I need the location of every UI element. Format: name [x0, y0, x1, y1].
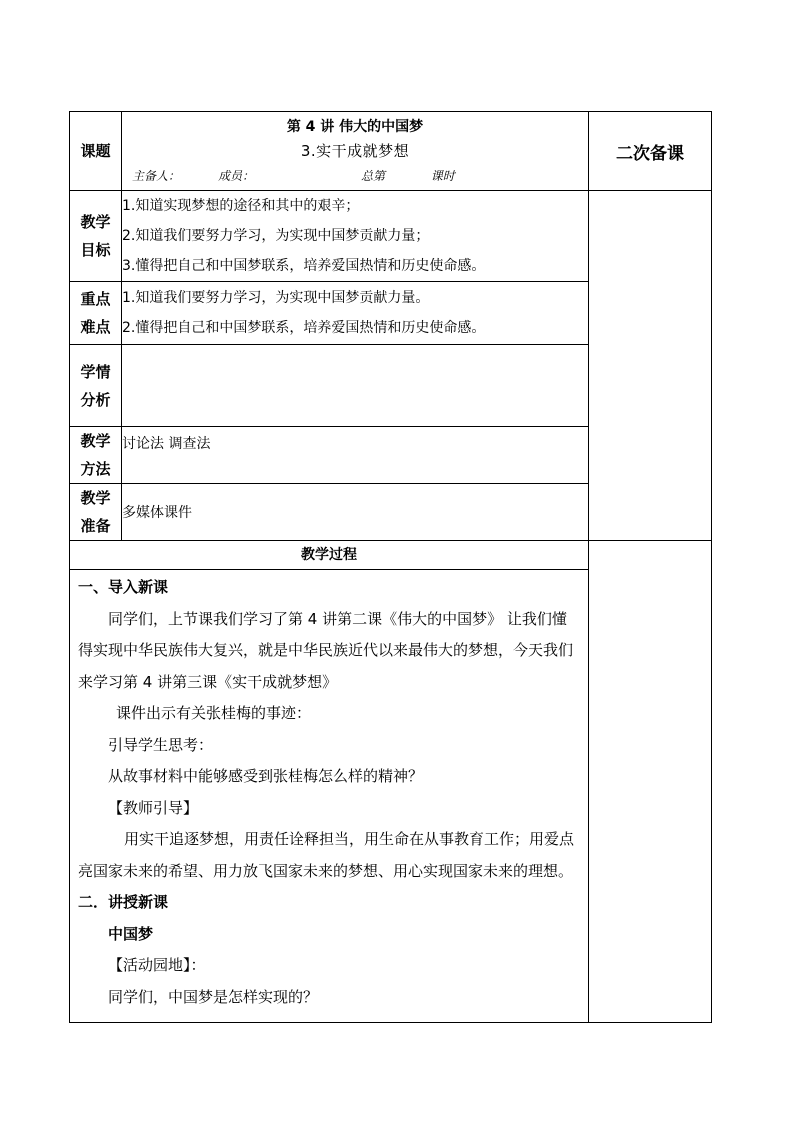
analysis-label-line1: 学情 — [80, 362, 111, 381]
paragraph: 同学们，中国梦是怎样实现的？ — [108, 987, 319, 1006]
paragraph: 从故事材料中能够感受到张桂梅怎么样的精神？ — [108, 767, 424, 785]
keypoint-item: 2.懂得把自己和中国梦联系，培养爱国热情和历史使命感。 — [122, 320, 486, 336]
process-title: 教学过程 — [70, 541, 589, 570]
section-heading: 一、导入新课 — [78, 578, 169, 596]
section-heading: 二．讲授新课 — [78, 893, 169, 911]
prep-content: 多媒体课件 — [122, 484, 589, 541]
topic-label: 课题 — [70, 112, 122, 191]
keypoint-item: 1.知道我们要努力学习，为实现中国梦贡献力量。 — [122, 290, 430, 306]
analysis-label — [70, 345, 122, 427]
goals-label-line1: 教学 — [80, 213, 111, 231]
second-prep-heading: 二次备课 — [589, 112, 712, 191]
lesson-title: 第 4 讲 伟大的中国梦 — [286, 119, 424, 135]
prep-label-line1: 教学 — [80, 489, 111, 507]
keypoints-label-line1: 重点 — [80, 290, 111, 308]
goals-content — [122, 191, 589, 282]
methods-label-line1: 教学 — [80, 432, 111, 450]
prep-label-line2: 准备 — [80, 517, 111, 535]
keypoints-label — [70, 282, 122, 345]
analysis-content — [122, 345, 589, 427]
goal-item: 3.懂得把自己和中国梦联系，培养爱国热情和历史使命感。 — [122, 258, 486, 274]
goals-label — [70, 191, 122, 282]
prep-label — [70, 484, 122, 541]
second-prep-notes — [589, 191, 712, 541]
methods-label-line2: 方法 — [80, 460, 111, 478]
analysis-label-line2: 分析 — [80, 390, 111, 409]
paragraph: 引导学生思考： — [108, 735, 214, 754]
methods-label — [70, 427, 122, 484]
title-cell — [122, 112, 589, 191]
keypoints-content — [122, 282, 589, 345]
preparer-meta: 主备人： 成员： 总第 课时 — [132, 169, 455, 183]
process-notes — [589, 541, 712, 1023]
paragraph: 【教师引导】 — [108, 798, 199, 817]
methods-content: 讨论法 调查法 — [122, 427, 589, 484]
goal-item: 1.知道实现梦想的途径和其中的艰辛； — [122, 198, 360, 214]
lesson-subtitle: 3.实干成就梦想 — [300, 142, 410, 160]
goal-item: 2.知道我们要努力学习，为实现中国梦贡献力量； — [122, 228, 430, 244]
lesson-plan-table — [69, 111, 712, 1023]
goals-label-line2: 目标 — [80, 241, 111, 259]
process-content — [70, 570, 589, 1023]
paragraph: 【活动园地】： — [108, 956, 206, 974]
paragraph: 课件出示有关张桂梅的事迹： — [116, 704, 312, 722]
keypoints-label-line2: 难点 — [80, 318, 111, 336]
paragraph: 同学们，上节课我们学习了第 4 讲第二课《伟大的中国梦》 让我们懂得实现中华民族伟大复兴，就是中华民族近代以来最伟大的梦想，今天我们来学习第 4 讲第三课《实干成就梦想》 — [78, 609, 574, 691]
paragraph: 用实干追逐梦想，用责任诠释担当，用生命在从事教育工作；用爱点亮国家未来的希望、用力放飞国家未来的梦想、用心实现国家未来的理想。 — [78, 830, 575, 880]
subsection-heading: 中国梦 — [108, 924, 154, 943]
